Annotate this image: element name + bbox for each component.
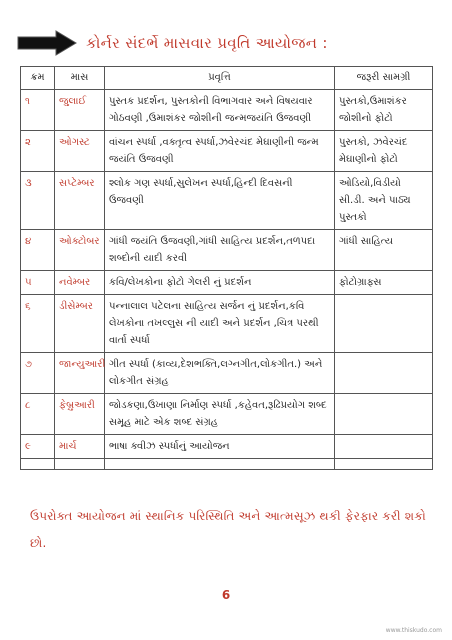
row-number: ૧ — [21, 90, 55, 131]
row-material: પુસ્તકો,ઉમાશંકર જોશીનો ફોટો — [335, 90, 433, 131]
row-material — [335, 295, 433, 353]
row-month: ઓક્ટોબર — [55, 230, 105, 271]
row-number: ૪ — [21, 230, 55, 271]
row-number: ૨ — [21, 131, 55, 172]
column-header-material: જરૂરી સામગ્રી — [335, 67, 433, 90]
row-activity: શ્લોક ગણ સ્પર્ધા,સુલેખન સ્પર્ધા,હિન્દી દિવસની ઉજવણી — [105, 172, 335, 230]
table-row — [21, 271, 433, 295]
row-month: ફેબ્રુઆરી — [55, 394, 105, 435]
row-material — [335, 394, 433, 435]
empty-cell — [105, 459, 335, 470]
row-activity: પુસ્તક પ્રદર્શન, પુસ્તકોની વિભાગવાર અને વિષયવાર ગોઠવણી ,ઉમાશંકર જોશીની જન્મજયંતિ ઉજવણી — [105, 90, 335, 131]
row-activity: ગીત સ્પર્ધા (કાવ્ય,દેશભક્તિ,લગ્નગીત,લોકગીત.) અને લોકગીત સંગ્રહ — [105, 353, 335, 394]
table-row — [21, 131, 433, 172]
table-row — [21, 353, 433, 394]
table-row — [21, 230, 433, 271]
table-header-row — [21, 67, 433, 90]
column-header-month: માસ — [55, 67, 105, 90]
row-material — [335, 435, 433, 459]
empty-cell — [21, 459, 55, 470]
row-number: ૩ — [21, 172, 55, 230]
row-number: ૮ — [21, 394, 55, 435]
heading — [16, 28, 328, 58]
row-material: ફોટોગ્રાફ્સ — [335, 271, 433, 295]
row-number: ૬ — [21, 295, 55, 353]
table-row — [21, 172, 433, 230]
row-material: ગાંધી સાહિત્ય — [335, 230, 433, 271]
table-row — [21, 394, 433, 435]
row-material: પુસ્તકો, ઝવેરચંદ મેઘાણીનો ફોટો — [335, 131, 433, 172]
row-activity: ગાંધી જયંતિ ઉજવણી,ગાંધી સાહિત્ય પ્રદર્શન,તળપદા શબ્દોની યાદી કરવી — [105, 230, 335, 271]
table-row — [21, 295, 433, 353]
row-activity: પન્નાલાલ પટેલના સાહિત્ય સર્જન નું પ્રદર્શન,કવિ લેખકોના તખલ્લુસ ની યાદી અને પ્રદર્શન ,ચિત્ર પરથી વાર્તા સ્પર્ધા — [105, 295, 335, 353]
table-row — [21, 435, 433, 459]
row-month: નવેમ્બર — [55, 271, 105, 295]
row-month: જુલાઈ — [55, 90, 105, 131]
row-material: ઓડિયો,વિડીયો સી.ડી. અને પાઠ્ય પુસ્તકો — [335, 172, 433, 230]
row-activity: ભાષા ક્વીઝ સ્પર્ધાનું આયોજન — [105, 435, 335, 459]
row-month: જાન્યુઆરી — [55, 353, 105, 394]
page-number: 6 — [221, 588, 231, 602]
row-month: ડીસેમ્બર — [55, 295, 105, 353]
column-header-activity: પ્રવૃત્તિ — [105, 67, 335, 90]
row-month: ઓગસ્ટ — [55, 131, 105, 172]
row-activity: કવિ/લેખકોના ફોટો ગેલરી નું પ્રદર્શન — [105, 271, 335, 295]
column-header-number: ક્રમ — [21, 67, 55, 90]
footnote: ઉપરોક્ત આયોજન માં સ્થાનિક પરિસ્થિતિ અને આત્મસૂઝ થકી ફેરફાર કરી શકો છો. — [30, 509, 426, 550]
row-activity: વાંચન સ્પર્ધા ,વક્તૃત્વ સ્પર્ધા,ઝવેરચંદ મેઘાણીની જન્મ જયંતિ ઉજવણી — [105, 131, 335, 172]
row-month: માર્ચ — [55, 435, 105, 459]
right-arrow-icon — [16, 30, 78, 56]
page-title: કોર્નર સંદર્ભે માસવાર પ્રવૃતિ આયોજન : — [86, 34, 328, 52]
table-row — [21, 90, 433, 131]
row-number: ૫ — [21, 271, 55, 295]
empty-cell — [55, 459, 105, 470]
row-number: ૯ — [21, 435, 55, 459]
row-material — [335, 353, 433, 394]
table-row-empty — [21, 459, 433, 470]
activity-plan-table — [20, 66, 433, 470]
row-activity: જોડકણા,ઉખાણા નિર્માણ સ્પર્ધા ,કહેવત,રૂઢિપ્રયોગ શબ્દ સમૂહ માટે એક શબ્દ સંગ્રહ — [105, 394, 335, 435]
watermark: www.thiskudo.com — [385, 627, 442, 634]
empty-cell — [335, 459, 433, 470]
row-month: સપ્ટેમ્બર — [55, 172, 105, 230]
row-number: ૭ — [21, 353, 55, 394]
